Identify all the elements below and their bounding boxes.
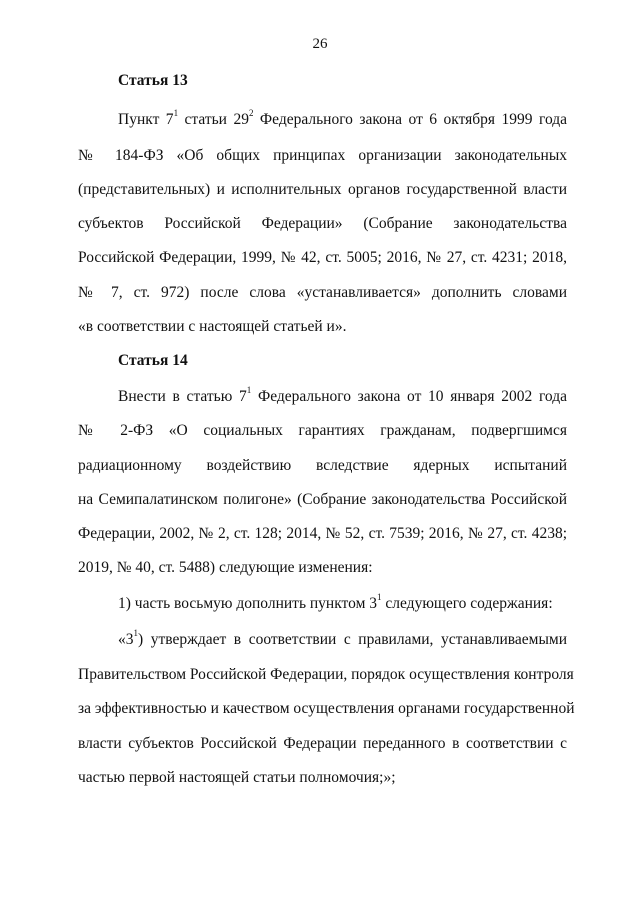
- text-segment: статьи 29: [178, 111, 249, 128]
- article-13-line-5: Российской Федерации, 1999, № 42, ст. 5005; 2016, № 27, ст. 4231; 2018,: [78, 249, 567, 266]
- superscript: 1: [173, 107, 179, 118]
- superscript: 1: [133, 627, 138, 638]
- article-13-line-4: субъектов Российской Федерации» (Собрание законодательства: [78, 215, 567, 232]
- text-segment: Федерального закона от 10 января 2002 года: [251, 388, 567, 405]
- quote-line-1: [118, 627, 567, 650]
- article-13-line-3: (представительных) и исполнительных органов государственной власти: [78, 181, 567, 198]
- quote-line-5: частью первой настоящей статьи полномочия;»;: [78, 769, 396, 786]
- article-13-line-1: [118, 107, 568, 130]
- text-segment: следующего содержания:: [381, 595, 553, 612]
- article-14-line-5: Федерации, 2002, № 2, ст. 128; 2014, № 52, ст. 7539; 2016, № 27, ст. 4238;: [78, 525, 567, 542]
- article-13-heading: Статья 13: [118, 72, 188, 89]
- page-number: 26: [312, 36, 328, 52]
- article-13-line-6: № 7, ст. 972) после слова «устанавливается» дополнить словами: [78, 284, 567, 301]
- superscript: 1: [246, 384, 252, 395]
- article-14-line-2: № 2-ФЗ «О социальных гарантиях гражданам, подвергшимся: [78, 422, 567, 439]
- text-segment: 1) часть восьмую дополнить пунктом 3: [118, 595, 378, 612]
- article-14-line-6: 2019, № 40, ст. 5488) следующие изменения:: [78, 559, 373, 576]
- article-14-item-1: [118, 591, 567, 614]
- article-14-line-1: [118, 384, 567, 407]
- article-13-line-7: «в соответствии с настоящей статьей и».: [78, 318, 347, 335]
- text-segment: Федерального закона от 6 октября 1999 года: [253, 111, 568, 128]
- superscript: 1: [377, 591, 382, 602]
- text-segment: Внести в статью 7: [118, 388, 247, 405]
- quote-line-2: Правительством Российской Федерации, порядок осуществления контроля: [78, 666, 574, 683]
- text-segment: ) утверждает в соответствии с правилами, устанавливаемыми: [138, 631, 567, 648]
- article-14-line-3: радиационному воздействию вследствие ядерных испытаний: [78, 457, 567, 474]
- superscript: 2: [248, 107, 254, 118]
- text-segment: «3: [118, 631, 134, 648]
- article-13-line-2: № 184-ФЗ «Об общих принципах организации законодательных: [78, 147, 567, 164]
- article-14-heading: Статья 14: [118, 352, 188, 369]
- text-segment: Пункт 7: [118, 111, 174, 128]
- article-14-line-4: на Семипалатинском полигоне» (Собрание законодательства Российской: [78, 491, 567, 508]
- quote-line-3: за эффективностью и качеством осуществления органами государственной: [78, 700, 575, 717]
- quote-line-4: власти субъектов Российской Федерации переданного в соответствии с: [78, 735, 567, 752]
